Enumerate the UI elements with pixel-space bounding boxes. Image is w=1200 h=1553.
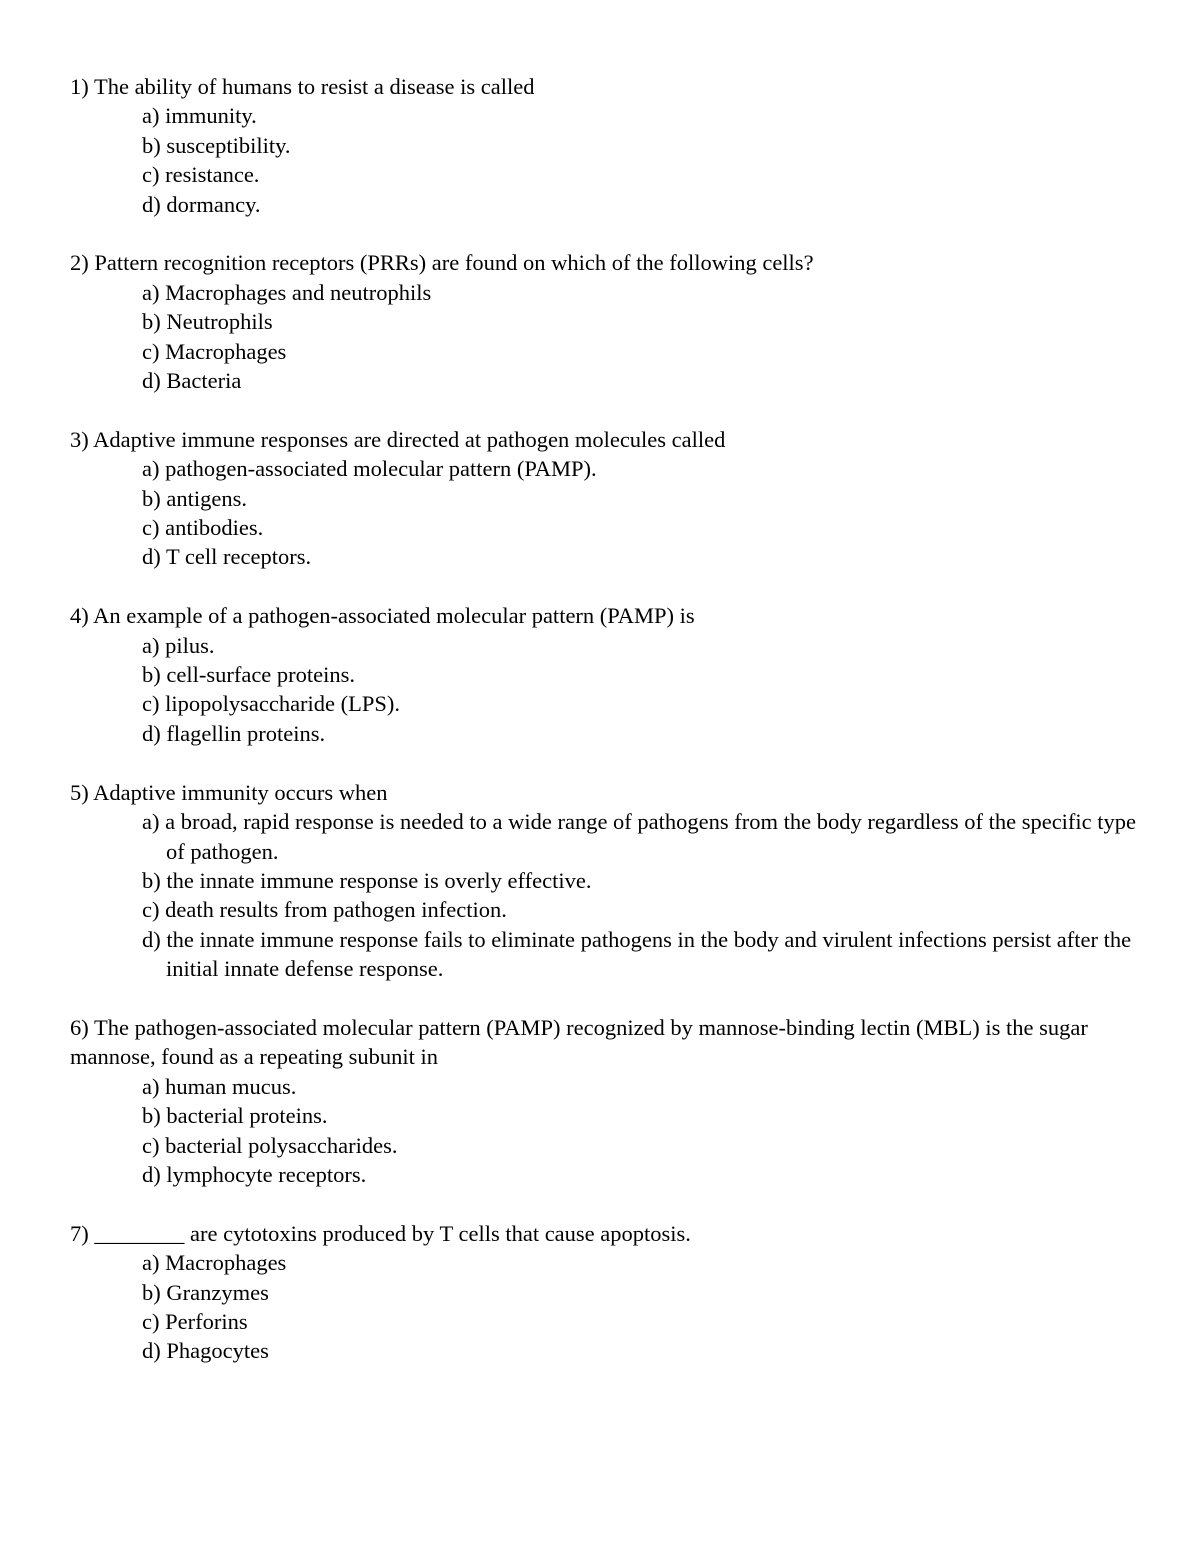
question-5 (70, 778, 1140, 984)
choice-d: d) Phagocytes (142, 1338, 269, 1364)
choice-a: a) a broad, rapid response is needed to a wide range of pathogens from the body regardless of the specific type of pathogen. (142, 809, 1137, 864)
choice-d: d) flagellin proteins. (142, 720, 326, 746)
question-text: 3) Adaptive immune responses are directed at pathogen molecules called (70, 426, 726, 452)
choice-d: d) dormancy. (142, 191, 261, 217)
choice-c: c) Perforins (142, 1308, 248, 1334)
choice-list (70, 1072, 1140, 1190)
choice-list (70, 807, 1140, 983)
choice-d: d) lymphocyte receptors. (142, 1161, 367, 1187)
choice-a: a) Macrophages (142, 1250, 287, 1276)
question-text: 5) Adaptive immunity occurs when (70, 779, 388, 805)
question-2 (70, 248, 1140, 395)
choice-b: b) susceptibility. (142, 132, 291, 158)
choice-a: a) Macrophages and neutrophils (142, 279, 432, 305)
choice-c: c) antibodies. (142, 515, 264, 541)
choice-b: b) Neutrophils (142, 309, 273, 335)
question-text: 1) The ability of humans to resist a disease is called (70, 74, 535, 99)
choice-c: c) Macrophages (142, 338, 287, 364)
question-text: 7) ________ are cytotoxins produced by T cells that cause apoptosis. (70, 1220, 691, 1246)
choice-c: c) death results from pathogen infection. (142, 897, 507, 923)
question-4 (70, 601, 1140, 748)
question-text: 2) Pattern recognition receptors (PRRs) are found on which of the following cells? (70, 250, 814, 276)
choice-b: b) Granzymes (142, 1279, 269, 1305)
choice-a: a) human mucus. (142, 1073, 297, 1099)
choice-b: b) cell-surface proteins. (142, 662, 356, 688)
choice-b: b) antigens. (142, 485, 247, 511)
choice-list (70, 631, 1140, 749)
question-6 (70, 1013, 1140, 1189)
quiz-page (70, 72, 1140, 1395)
question-text: 6) The pathogen-associated molecular pattern (PAMP) recognized by mannose-binding lectin (MBL) is the sugar mannose, found as a repeating subunit in (70, 1014, 1088, 1070)
choice-d: d) T cell receptors. (142, 544, 312, 570)
choice-a: a) pilus. (142, 632, 215, 658)
choice-a: a) immunity. (142, 103, 257, 129)
question-3 (70, 425, 1140, 572)
question-text: 4) An example of a pathogen-associated molecular pattern (PAMP) is (70, 603, 695, 629)
choice-list (70, 278, 1140, 396)
question-1 (70, 72, 1140, 219)
choice-list (70, 101, 1140, 219)
choice-c: c) bacterial polysaccharides. (142, 1132, 398, 1158)
choice-c: c) resistance. (142, 162, 260, 188)
choice-list (70, 454, 1140, 572)
choice-c: c) lipopolysaccharide (LPS). (142, 691, 401, 717)
choice-list (70, 1248, 1140, 1366)
choice-d: d) Bacteria (142, 368, 242, 394)
question-7 (70, 1219, 1140, 1366)
choice-a: a) pathogen-associated molecular pattern (PAMP). (142, 456, 597, 482)
choice-b: b) bacterial proteins. (142, 1103, 328, 1129)
choice-b: b) the innate immune response is overly effective. (142, 867, 592, 893)
choice-d: d) the innate immune response fails to eliminate pathogens in the body and virulent infections persist after the initial innate defense response. (142, 926, 1132, 982)
